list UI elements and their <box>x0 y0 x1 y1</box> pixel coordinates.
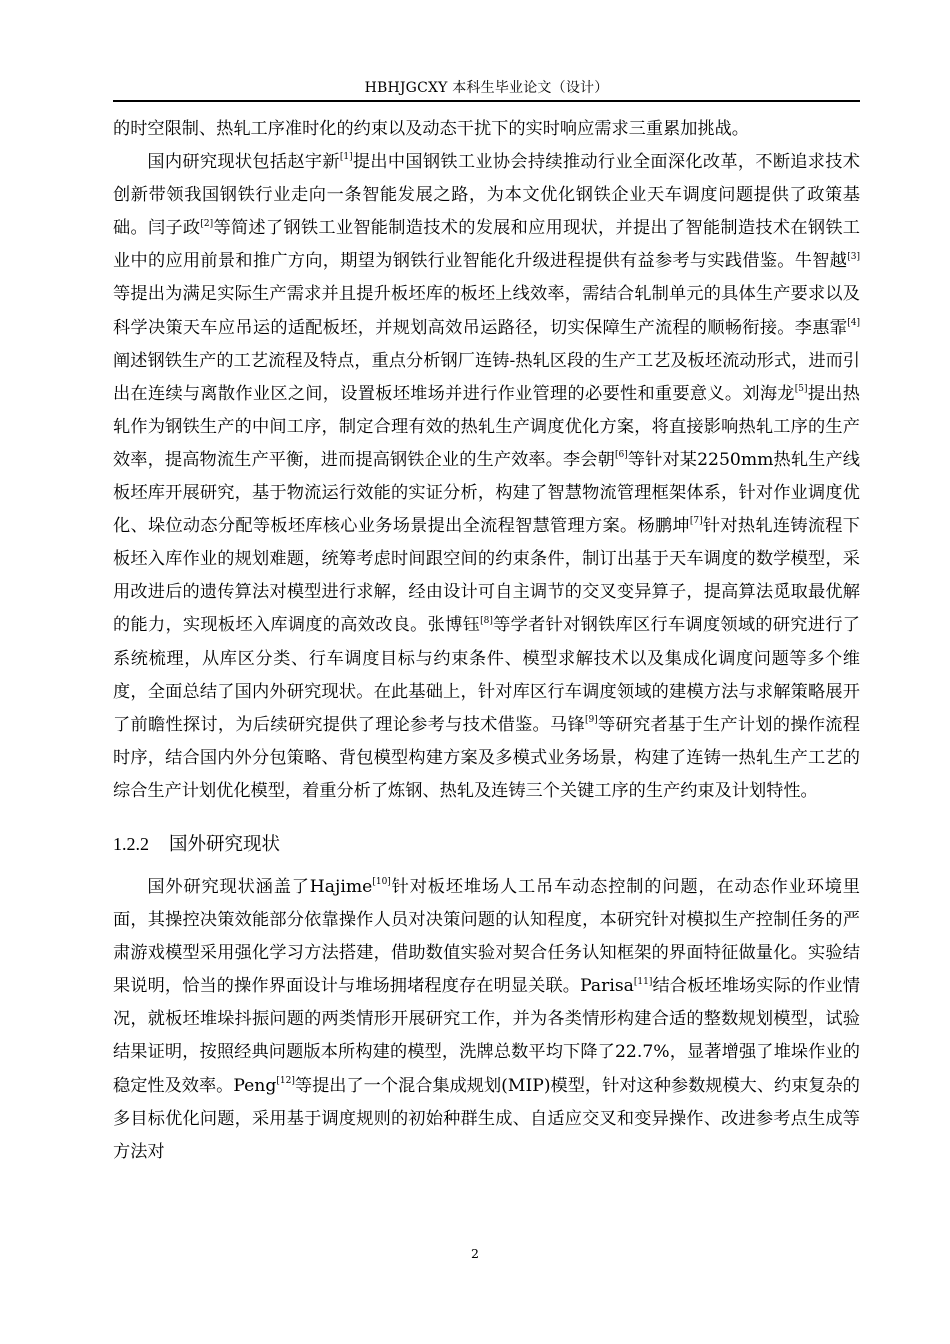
page-body <box>113 113 860 1169</box>
citation-marker: [1] <box>339 152 353 163</box>
citation-marker: [7] <box>689 516 703 527</box>
page-number: 2 <box>471 1246 479 1261</box>
paragraph-foreign-research <box>113 871 860 1169</box>
paragraph-text: 等简述了钢铁工业智能制造技术的发展和应用现状，并提出了智能制造技术在钢铁工业中的应用前景和推广方向，期望为钢铁行业智能化升级进程提供有益参考与实践借鉴。牛智越 <box>113 218 860 272</box>
paragraph-domestic-research <box>113 146 860 808</box>
citation-marker: [10] <box>372 877 391 888</box>
paragraph-text: 提出中国钢铁工业协会持续推动行业全面深化改革，不断追求技术创新带领我国钢铁行业走向一条智能发展之路，为本文优化钢铁企业天车调度问题提供了政策基础。闫子政 <box>113 152 860 239</box>
paragraph-text: 等研究者基于生产计划的操作流程时序，结合国内外分包策略、背包模型构建方案及多模式业务场景，构建了连铸一热轧生产工艺的综合生产计划优化模型，着重分析了炼钢、热轧及连铸三个关键工序的生产约束及计划特性。 <box>113 714 860 801</box>
citation-marker: [8] <box>480 615 493 626</box>
header-rule <box>113 100 860 102</box>
citation-marker: [3] <box>847 251 860 262</box>
citation-marker: [4] <box>847 317 860 328</box>
paragraph-text: 结合板坯堆场实际的作业情况，就板坯堆垛抖振问题的两类情形开展研究工作，并为各类情形构建合适的整数规划模型，试验结果证明，按照经典问题版本所构建的模型，洗牌总数平均下降了22.7%，显著增强了堆垛作业的稳定性及效率。Peng <box>113 976 860 1096</box>
paragraph-text: 国外研究现状涵盖了Hajime <box>147 876 373 897</box>
paragraph-text: 等提出为满足实际生产需求并且提升板坯库的板坯上线效率，需结合轧制单元的具体生产要求以及科学决策天车应吊运的适配板坯，并规划高效吊运路径，切实保障生产流程的顺畅衔接。李惠霏 <box>113 284 860 338</box>
paragraph-text: 提出热轧作为钢铁生产的中间工序，制定合理有效的热轧生产调度优化方案，将直接影响热轧工序的生产效率，提高物流生产平衡，进而提高钢铁企业的生产效率。李会朝 <box>113 383 860 470</box>
running-header: HBHJGCXY 本科生毕业论文（设计） <box>364 80 609 96</box>
paragraph-text: 针对热轧连铸流程下板坯入库作业的规划难题，统筹考虑时间跟空间的约束条件，制订出基于天车调度的数学模型，采用改进后的遗传算法对模型进行求解，经由设计可自主调节的交叉变异算子，提高算法觅取最优解的能力，实现板坯入库调度的高效改良。张博钰 <box>113 516 860 636</box>
citation-marker: [12] <box>276 1075 295 1086</box>
section-heading <box>113 830 860 859</box>
citation-marker: [9] <box>585 714 598 725</box>
section-title: 国外研究现状 <box>169 833 281 855</box>
paragraph-text: 等针对某2250mm热轧生产线板坯库开展研究，基于物流运行效能的实证分析，构建了智慧物流管理框架体系，针对作业调度优化、垛位动态分配等板坯库核心业务场景提出全流程智慧管理方案。杨鹏坤 <box>113 449 860 537</box>
paragraph-text: 国内研究现状包括赵宇新 <box>147 152 340 173</box>
citation-marker: [11] <box>633 976 653 987</box>
section-number: 1.2.2 <box>113 833 149 854</box>
paragraph-continuation: 的时空限制、热轧工序准时化的约束以及动态干扰下的实时响应需求三重累加挑战。 <box>113 119 749 139</box>
paragraph-text: 等提出了一个混合集成规划(MIP)模型，针对这种参数规模大、约束复杂的多目标优化问题，采用基于调度规则的初始种群生成、自适应交叉和变异操作、改进参考点生成等方法对 <box>113 1075 860 1162</box>
citation-marker: [2] <box>200 218 214 229</box>
paragraph-text: 等学者针对钢铁库区行车调度领域的研究进行了系统梳理，从库区分类、行车调度目标与约束条件、模型求解技术以及集成化调度问题等多个维度，全面总结了国内外研究现状。在此基础上，针对库区行车调度领域的建模方法与求解策略展开了前瞻性探讨，为后续研究提供了理论参考与技术借鉴。马锋 <box>113 615 860 735</box>
citation-marker: [6] <box>614 450 628 461</box>
paragraph-text: 针对板坯堆场人工吊车动态控制的问题，在动态作业环境里面，其操控决策效能部分依靠操作人员对决策问题的认知程度，本研究针对模拟生产控制任务的严肃游戏模型采用强化学习方法搭建，借助数值实验对契合任务认知框架的界面特征做量化。实验结果说明，恰当的操作界面设计与堆场拥堵程度存在明显关联。Parisa <box>113 876 860 997</box>
citation-marker: [5] <box>794 384 808 395</box>
paragraph-text: 阐述钢铁生产的工艺流程及特点，重点分析钢厂连铸-热轧区段的生产工艺及板坯流动形式，进而引出在连续与离散作业区之间，设置板坯堆场并进行作业管理的必要性和重要意义。刘海龙 <box>113 350 860 404</box>
